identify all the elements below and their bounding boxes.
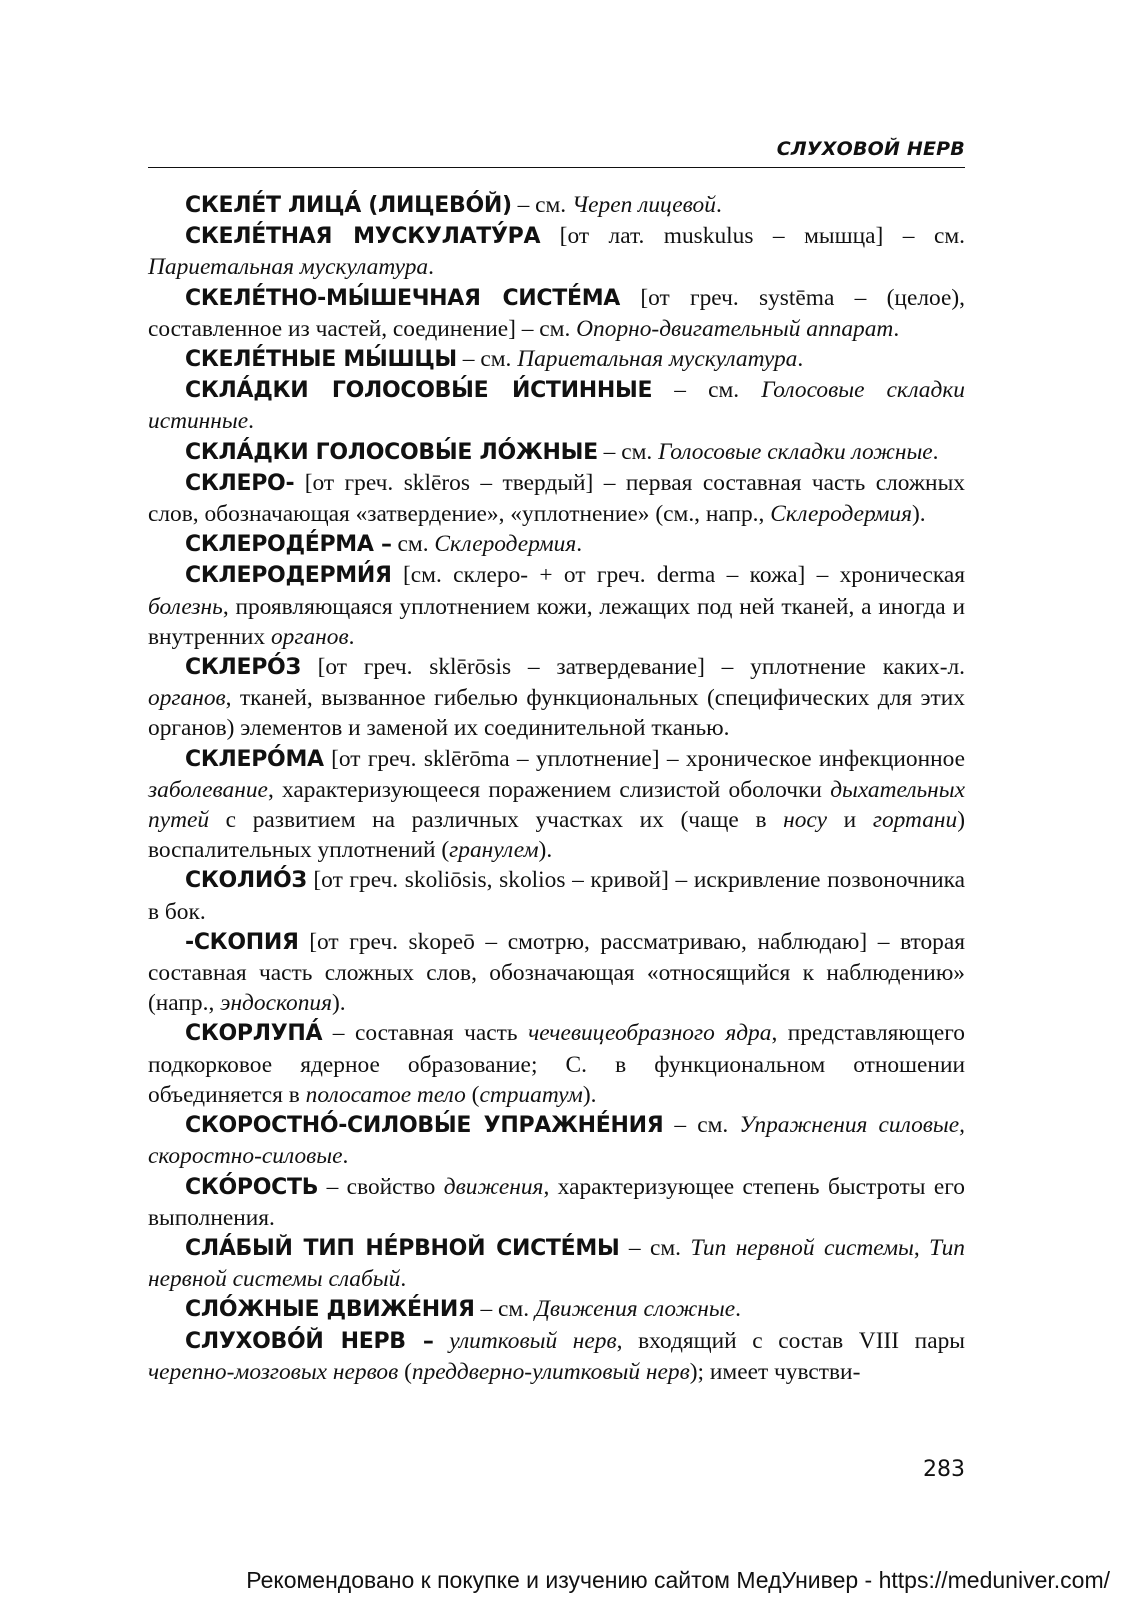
- entry-text: ).: [912, 501, 926, 528]
- entry-headword: СКОЛИО́З: [185, 868, 307, 894]
- entry-text: .: [348, 623, 355, 650]
- entry-text: [от греч. sklērōma – уплотнение] – хроническое инфекционное: [323, 745, 965, 772]
- cross-reference: гортани: [872, 807, 958, 834]
- entry-text: .: [932, 438, 939, 465]
- cross-reference: носу: [783, 807, 828, 834]
- cross-reference: заболевание: [148, 776, 268, 803]
- entry-text: – см.: [597, 438, 659, 465]
- dictionary-entry: [148, 865, 965, 926]
- dictionary-entry: [148, 927, 965, 1019]
- entry-headword: СКЛА́ДКИ ГОЛОСОВЫ́Е И́СТИННЫЕ: [185, 378, 653, 404]
- entry-text: и: [827, 807, 873, 834]
- cross-reference: Тип нервной системы: [690, 1234, 914, 1261]
- entry-headword: СКЛЕРО-: [185, 470, 295, 496]
- entry-headword: СКЛЕРО́МА: [185, 746, 324, 772]
- cross-reference: эндоскопия: [220, 990, 332, 1017]
- cross-reference: чечевицеобразного ядра: [528, 1020, 772, 1047]
- entry-text: , входящий с состав VIII пары: [616, 1327, 965, 1354]
- entry-text: [от греч. systēma – (целое), составленное из частей, соединение] – см.: [148, 284, 966, 342]
- entry-text: ).: [582, 1081, 597, 1108]
- entry-text: .: [342, 1143, 349, 1170]
- entry-text: .: [797, 346, 804, 373]
- entry-headword: СКО́РОСТЬ: [185, 1174, 319, 1200]
- cross-reference: Склеродермия: [770, 501, 913, 528]
- entry-headword: СКЕЛЕ́ТНАЯ МУСКУЛАТУ́РА: [185, 224, 541, 250]
- entry-headword: -СКОПИЯ: [185, 929, 299, 955]
- entry-headword: СКЕЛЕ́Т ЛИЦА́ (ЛИЦЕВО́Й): [185, 193, 512, 218]
- entry-text: – см.: [474, 1296, 535, 1323]
- entry-text: .: [248, 408, 254, 435]
- cross-reference: Упражнения силовые, скоростно-силовые: [148, 1112, 965, 1170]
- cross-reference: преддверно-улитковый нерв: [411, 1358, 690, 1385]
- entry-text: – см.: [652, 377, 762, 404]
- entry-text: .: [893, 315, 900, 342]
- cross-reference: болезнь: [148, 593, 223, 620]
- entry-text: .: [428, 254, 434, 281]
- cross-reference: Движения сложные: [534, 1296, 736, 1323]
- entry-text: .: [735, 1296, 741, 1323]
- entry-text: , характеризующееся поражением слизистой оболочки: [267, 776, 831, 803]
- entry-headword: СЛО́ЖНЫЕ ДВИЖЕ́НИЯ: [185, 1297, 475, 1323]
- entry-text: , представляющего подкорковое ядерное образование; С. в функциональном отношении объединяется в: [148, 1020, 966, 1108]
- entry-text: [см. склеро- + от греч. derma – кожа] – хроническая: [391, 562, 965, 589]
- entry-headword: СКОРЛУПА́: [185, 1021, 323, 1047]
- entry-text: .: [576, 531, 583, 558]
- entry-text: ).: [538, 837, 553, 864]
- entry-headword: СЛУХОВО́Й НЕРВ –: [185, 1328, 434, 1354]
- entry-text: , проявляющаяся уплотнением кожи, лежащих под ней тканей, а иногда и внутренних: [148, 593, 965, 650]
- entry-headword: СКЕЛЕ́ТНЫЕ МЫ́ШЦЫ: [185, 347, 457, 373]
- running-head: СЛУХОВОЙ НЕРВ: [148, 138, 965, 168]
- footer-note: Рекомендовано к покупке и изучению сайтом МедУнивер - https://meduniver.com/: [246, 1567, 1110, 1593]
- entry-text: – см.: [511, 192, 573, 218]
- dictionary-entry: [148, 1110, 965, 1171]
- dictionary-entry: [148, 375, 965, 436]
- entry-text: с развитием на различных участках их (чаще в: [209, 807, 784, 834]
- entry-headword: СКЛЕРОДЕ́РМА –: [185, 532, 392, 558]
- page-number: 283: [923, 1457, 965, 1482]
- dictionary-entry: [148, 1233, 965, 1294]
- entry-text: [от греч. skopeō – смотрю, рассматриваю, наблюдаю] – вторая составная часть сложных слов, обозначающая «относящийся к наблюдению» (напр.,: [148, 928, 965, 1017]
- entry-text: см.: [391, 531, 435, 558]
- cross-reference: Голосовые складки ложные: [658, 438, 933, 465]
- entry-text: [от греч. skoliōsis, skolios – кривой] – искривление позвоночника в бок.: [148, 867, 965, 925]
- dictionary-entry: [148, 560, 965, 652]
- cross-reference: дыхательных путей: [148, 776, 965, 834]
- dictionary-entry: [148, 652, 965, 744]
- cross-reference: Опорно-двигательный аппарат: [576, 315, 894, 342]
- dictionary-entry: [148, 221, 965, 282]
- entry-headword: СКЛА́ДКИ ГОЛОСОВЫ́Е ЛО́ЖНЫЕ: [185, 439, 598, 465]
- cross-reference: стриатум: [479, 1081, 583, 1108]
- entry-text: .: [400, 1266, 407, 1293]
- entry-text: [434, 1328, 450, 1354]
- dictionary-body: [148, 190, 965, 1387]
- cross-reference: гранулем: [449, 837, 539, 864]
- entry-headword: СКОРОСТНО́-СИЛОВЫ́Е УПРАЖНЕ́НИЯ: [185, 1113, 664, 1139]
- dictionary-entry: [148, 1294, 965, 1325]
- entry-text: [от лат. muskulus – мышца] – см.: [540, 223, 965, 250]
- entry-text: (: [398, 1358, 412, 1385]
- entry-text: [от греч. sklērōsis – затвердевание] – уплотнение каких-л.: [300, 654, 965, 681]
- entry-text: ).: [331, 990, 346, 1017]
- dictionary-entry: [148, 1018, 965, 1110]
- cross-reference: органов: [270, 623, 349, 650]
- dictionary-entry: [148, 1326, 965, 1387]
- dictionary-entry: [148, 1172, 965, 1233]
- cross-reference: полосатое тело: [305, 1081, 466, 1108]
- entry-text: – см.: [663, 1112, 740, 1139]
- entry-text: ); имеет чувстви-: [689, 1358, 861, 1385]
- dictionary-entry: [148, 344, 965, 375]
- dictionary-entry: [148, 437, 965, 468]
- dictionary-entry: [148, 283, 965, 344]
- entry-headword: СКЛЕРО́З: [185, 655, 301, 681]
- cross-reference: Париетальная мускулатура: [148, 254, 429, 281]
- entry-headword: СКЛЕРОДЕРМИ́Я: [185, 563, 392, 589]
- entry-text: , характеризующее степень быстроты его выполнения.: [148, 1173, 965, 1231]
- entry-text: .: [715, 192, 722, 218]
- entry-text: – свойство: [318, 1173, 444, 1200]
- entry-headword: СЛА́БЫЙ ТИП НЕ́РВНОЙ СИСТЕ́МЫ: [185, 1235, 620, 1261]
- cross-reference: Тип нервной системы слабый: [148, 1234, 965, 1293]
- dictionary-entry: [148, 468, 965, 529]
- dictionary-entry: [148, 744, 965, 866]
- cross-reference: движения: [443, 1173, 544, 1200]
- cross-reference: улитковый нерв: [449, 1327, 617, 1354]
- entry-text: , тканей, вызванное гибелью функциональных (специфических для этих органов) элементов и заменой их соединительной тканью.: [148, 685, 965, 742]
- dictionary-entry: [148, 190, 965, 221]
- entry-text: – см.: [456, 346, 518, 373]
- entry-text: – см.: [619, 1234, 691, 1261]
- entry-text: (: [465, 1081, 480, 1108]
- cross-reference: черепно-мозговых нервов: [148, 1358, 399, 1385]
- entry-text: ,: [913, 1234, 930, 1261]
- cross-reference: Париетальная мускулатура: [517, 346, 798, 373]
- entry-headword: СКЕЛЕ́ТНО-МЫ́ШЕЧНАЯ СИСТЕ́МА: [185, 285, 621, 311]
- cross-reference: Голосовые складки истинные: [148, 377, 965, 435]
- cross-reference: Череп лицевой: [572, 192, 716, 218]
- entry-text: ) воспалительных уплотнений (: [148, 807, 965, 864]
- entry-text: – составная часть: [322, 1020, 529, 1047]
- dictionary-entry: [148, 529, 965, 560]
- entry-text: [от греч. sklēros – твердый] – первая составная часть сложных слов, обозначающая «затвердение», «уплотнение» (см., напр.,: [148, 469, 965, 528]
- cross-reference: Склеродермия: [434, 531, 577, 558]
- cross-reference: органов: [148, 685, 226, 712]
